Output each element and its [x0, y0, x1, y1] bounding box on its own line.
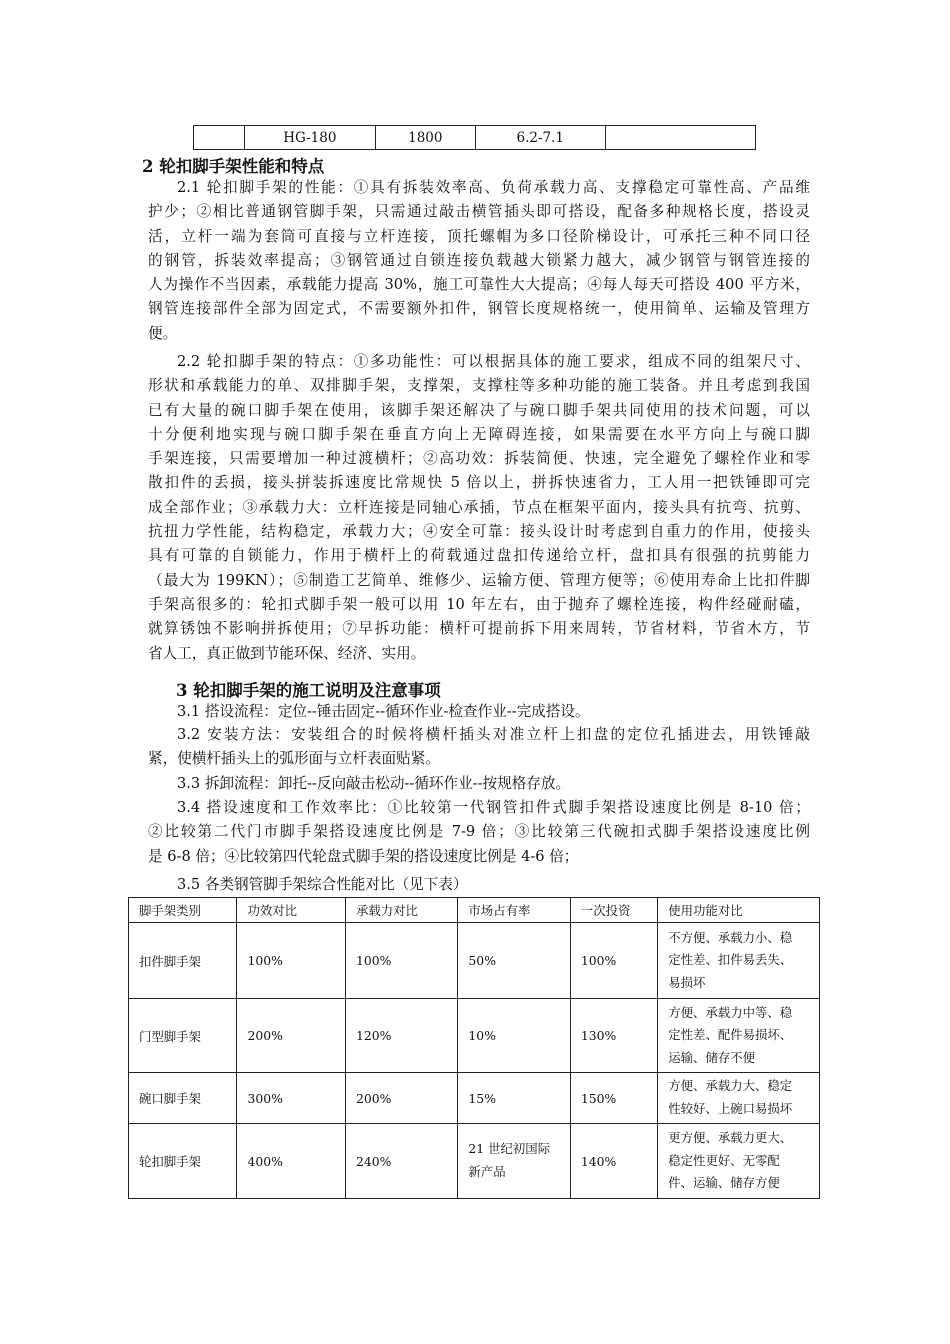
text-line: 手架高很多的：轮扣式脚手架一般可以用 10 年左右，由于抛弃了螺栓连接，构件经碰耐磕， [148, 595, 810, 613]
table-row [129, 1124, 820, 1199]
text-line: 具有可靠的自锁能力，作用于横杆上的荷载通过盘扣传递给立杆，盘扣具有很强的抗剪能力 [148, 547, 810, 565]
table-cell: 碗口脚手架 [129, 1073, 237, 1124]
spec-table-fragment [193, 125, 756, 150]
table-cell: 140% [570, 1124, 657, 1199]
text-line: 抗扭力学性能，结构稳定，承载力大；④安全可靠：接头设计时考虑到自重力的作用，使接头 [148, 523, 810, 541]
text-line: 散扣件的丢损，接头拼装拆速度比常规快 5 倍以上，拼拆快速省力，工人用一把铁锤即可完 [148, 474, 810, 492]
table-cell: 50% [458, 923, 570, 999]
text-line: 护少；②相比普通钢管脚手架，只需通过敲击横管插头即可搭设，配备多种规格长度，搭设灵 [148, 203, 810, 221]
paragraph-2-1 [148, 176, 810, 346]
table-cell: 300% [237, 1073, 345, 1124]
column-header: 功效对比 [237, 898, 345, 923]
text-line: （最大为 199KN）；⑤制造工艺简单、维修少、运输方便、管理方便等；⑥使用寿命上比扣件脚 [148, 571, 810, 589]
table-cell: 100% [570, 923, 657, 999]
table-row [129, 923, 820, 999]
text-line: 钢管连接部件全部为固定式，不需要额外扣件，钢管长度规格统一，使用简单、运输及管理方 [148, 300, 810, 318]
paragraph-3-2 [148, 723, 810, 772]
column-header: 承载力对比 [345, 898, 457, 923]
cell-line: 更方便、承载力更大、 [668, 1130, 793, 1146]
cell-line: 定性差、配件易损坏、 [668, 1027, 793, 1043]
text-line: 的钢管，拆装效率提高；③钢管通过自锁连接负载越大锁紧力越大，减少钢管与钢管连接的 [148, 251, 810, 269]
comparison-table [128, 897, 820, 1199]
table-cell: 扣件脚手架 [129, 923, 237, 999]
table-cell [658, 1124, 820, 1199]
text-line: 3.2 安装方法：安装组合的时候将横杆插头对准立杆上扣盘的定位孔插进去，用铁锤敲 [177, 726, 810, 743]
table-cell: 1800 [376, 126, 476, 150]
cell-line: 方便、承载力中等、稳 [668, 1004, 793, 1020]
table-cell: 240% [345, 1124, 457, 1199]
text-line: 2.2 轮扣脚手架的特点：①多功能性：可以根据具体的施工要求，组成不同的组架尺寸、 [177, 353, 810, 370]
text-line: 已有大量的碗口脚手架在使用，该脚手架还解决了与碗口脚手架共同使用的技术问题，可以 [148, 401, 810, 419]
cell-line: 易损坏 [668, 974, 706, 990]
table-cell: 轮扣脚手架 [129, 1124, 237, 1199]
table-cell: 15% [458, 1073, 570, 1124]
table-cell: 200% [345, 1073, 457, 1124]
text-line: 形状和承载能力的单、双排脚手架，支撑架，支撑柱等多种功能的施工装备。并且考虑到我国 [148, 377, 810, 395]
table-row [129, 999, 820, 1073]
text-line: 成全部作业；③承载力大：立杆连接是同轴心承插，节点在框架平面内，接头具有抗弯、抗剪、 [148, 498, 810, 516]
table-cell [658, 1073, 820, 1124]
column-header: 一次投资 [570, 898, 657, 923]
column-header: 脚手架类别 [129, 898, 237, 923]
table-cell: 100% [237, 923, 345, 999]
text-line: 紧，使横杆插头上的弧形面与立杆表面贴紧。 [148, 750, 440, 768]
text-3-3: 3.3 拆卸流程：卸托--反向敲击松动--循环作业--按规格存放。 [177, 775, 571, 792]
table-cell [458, 1124, 570, 1199]
table-cell [194, 126, 245, 150]
text-line: 2.1 轮扣脚手架的性能：①具有拆装效率高、负荷承载力高、支撑稳定可靠性高、产品维 [177, 179, 810, 196]
table-cell [658, 923, 820, 999]
section-2-title: 2 轮扣脚手架性能和特点 [142, 157, 325, 176]
cell-line: 定性差、扣件易丢失、 [668, 952, 793, 968]
cell-line: 方便、承载力大、稳定 [668, 1078, 793, 1094]
text-line: ②比较第二代门市脚手架搭设速度比例是 7-9 倍；③比较第三代碗扣式脚手架搭设速度比例 [148, 823, 810, 841]
paragraph-2-2 [148, 350, 810, 666]
cell-line: 运输、储存不便 [668, 1049, 756, 1065]
table-cell: 100% [345, 923, 457, 999]
text-3-1: 3.1 搭设流程：定位--锤击固定--循环作业-检查作业--完成搭设。 [177, 703, 590, 720]
text-line: 活，立杆一端为套筒可直接与立杆连接，顶托螺帽为多口径阶梯设计，可承托三种不同口径 [148, 227, 810, 245]
text-line: 是 6-8 倍；④比较第四代轮盘式脚手架的搭设速度比例是 4-6 倍； [148, 847, 579, 865]
cell-line: 不方便、承载力小、稳 [668, 929, 793, 945]
cell-line: 21 世纪初国际 [468, 1141, 551, 1157]
column-header: 市场占有率 [458, 898, 570, 923]
cell-line: 性较好、上碗口易损坏 [668, 1101, 793, 1116]
table-cell: 130% [570, 999, 657, 1073]
paragraph-3-4 [148, 796, 810, 869]
table-cell [605, 126, 755, 150]
text-line: 省人工，真正做到节能环保、经济、实用。 [148, 644, 426, 662]
table-cell: 400% [237, 1124, 345, 1199]
text-line: 就算锈蚀不影响拼拆使用；⑦早拆功能：横杆可提前拆下用来周转，节省材料，节省木方，节 [148, 620, 810, 638]
cell-line: 新产品 [468, 1164, 506, 1179]
table-cell: HG-180 [244, 126, 375, 150]
text-3-5: 3.5 各类钢管脚手架综合性能对比（见下表） [177, 876, 468, 893]
table-cell: 150% [570, 1073, 657, 1124]
section-3-title: 3 轮扣脚手架的施工说明及注意事项 [176, 681, 441, 700]
table-row [129, 1073, 820, 1124]
cell-line: 件、运输、储存方便 [668, 1175, 780, 1191]
table-cell: 200% [237, 999, 345, 1073]
text-line: 手架连接，只需要增加一种过渡横杆；②高功效：拆装简便、快速，完全避免了螺栓作业和零 [148, 450, 810, 468]
table-cell: 10% [458, 999, 570, 1073]
table-cell [658, 999, 820, 1073]
table-cell: 6.2-7.1 [475, 126, 605, 150]
table-header-row [129, 898, 820, 923]
text-line: 十分便利地实现与碗口脚手架在垂直方向上无障碍连接，如果需要在水平方向上与碗口脚 [148, 425, 810, 443]
column-header: 使用功能对比 [658, 898, 820, 923]
table-row [194, 126, 756, 150]
table-cell: 门型脚手架 [129, 999, 237, 1073]
cell-line: 稳定性更好、无零配 [668, 1152, 780, 1168]
table-cell: 120% [345, 999, 457, 1073]
text-line: 便。 [148, 324, 178, 342]
text-line: 人为操作不当因素，承载能力提高 30%，施工可靠性大大提高；④每人每天可搭设 400 平方米， [148, 276, 810, 294]
text-line: 3.4 搭设速度和工作效率比：①比较第一代钢管扣件式脚手架搭设速度比例是 8-10 倍； [177, 799, 810, 816]
